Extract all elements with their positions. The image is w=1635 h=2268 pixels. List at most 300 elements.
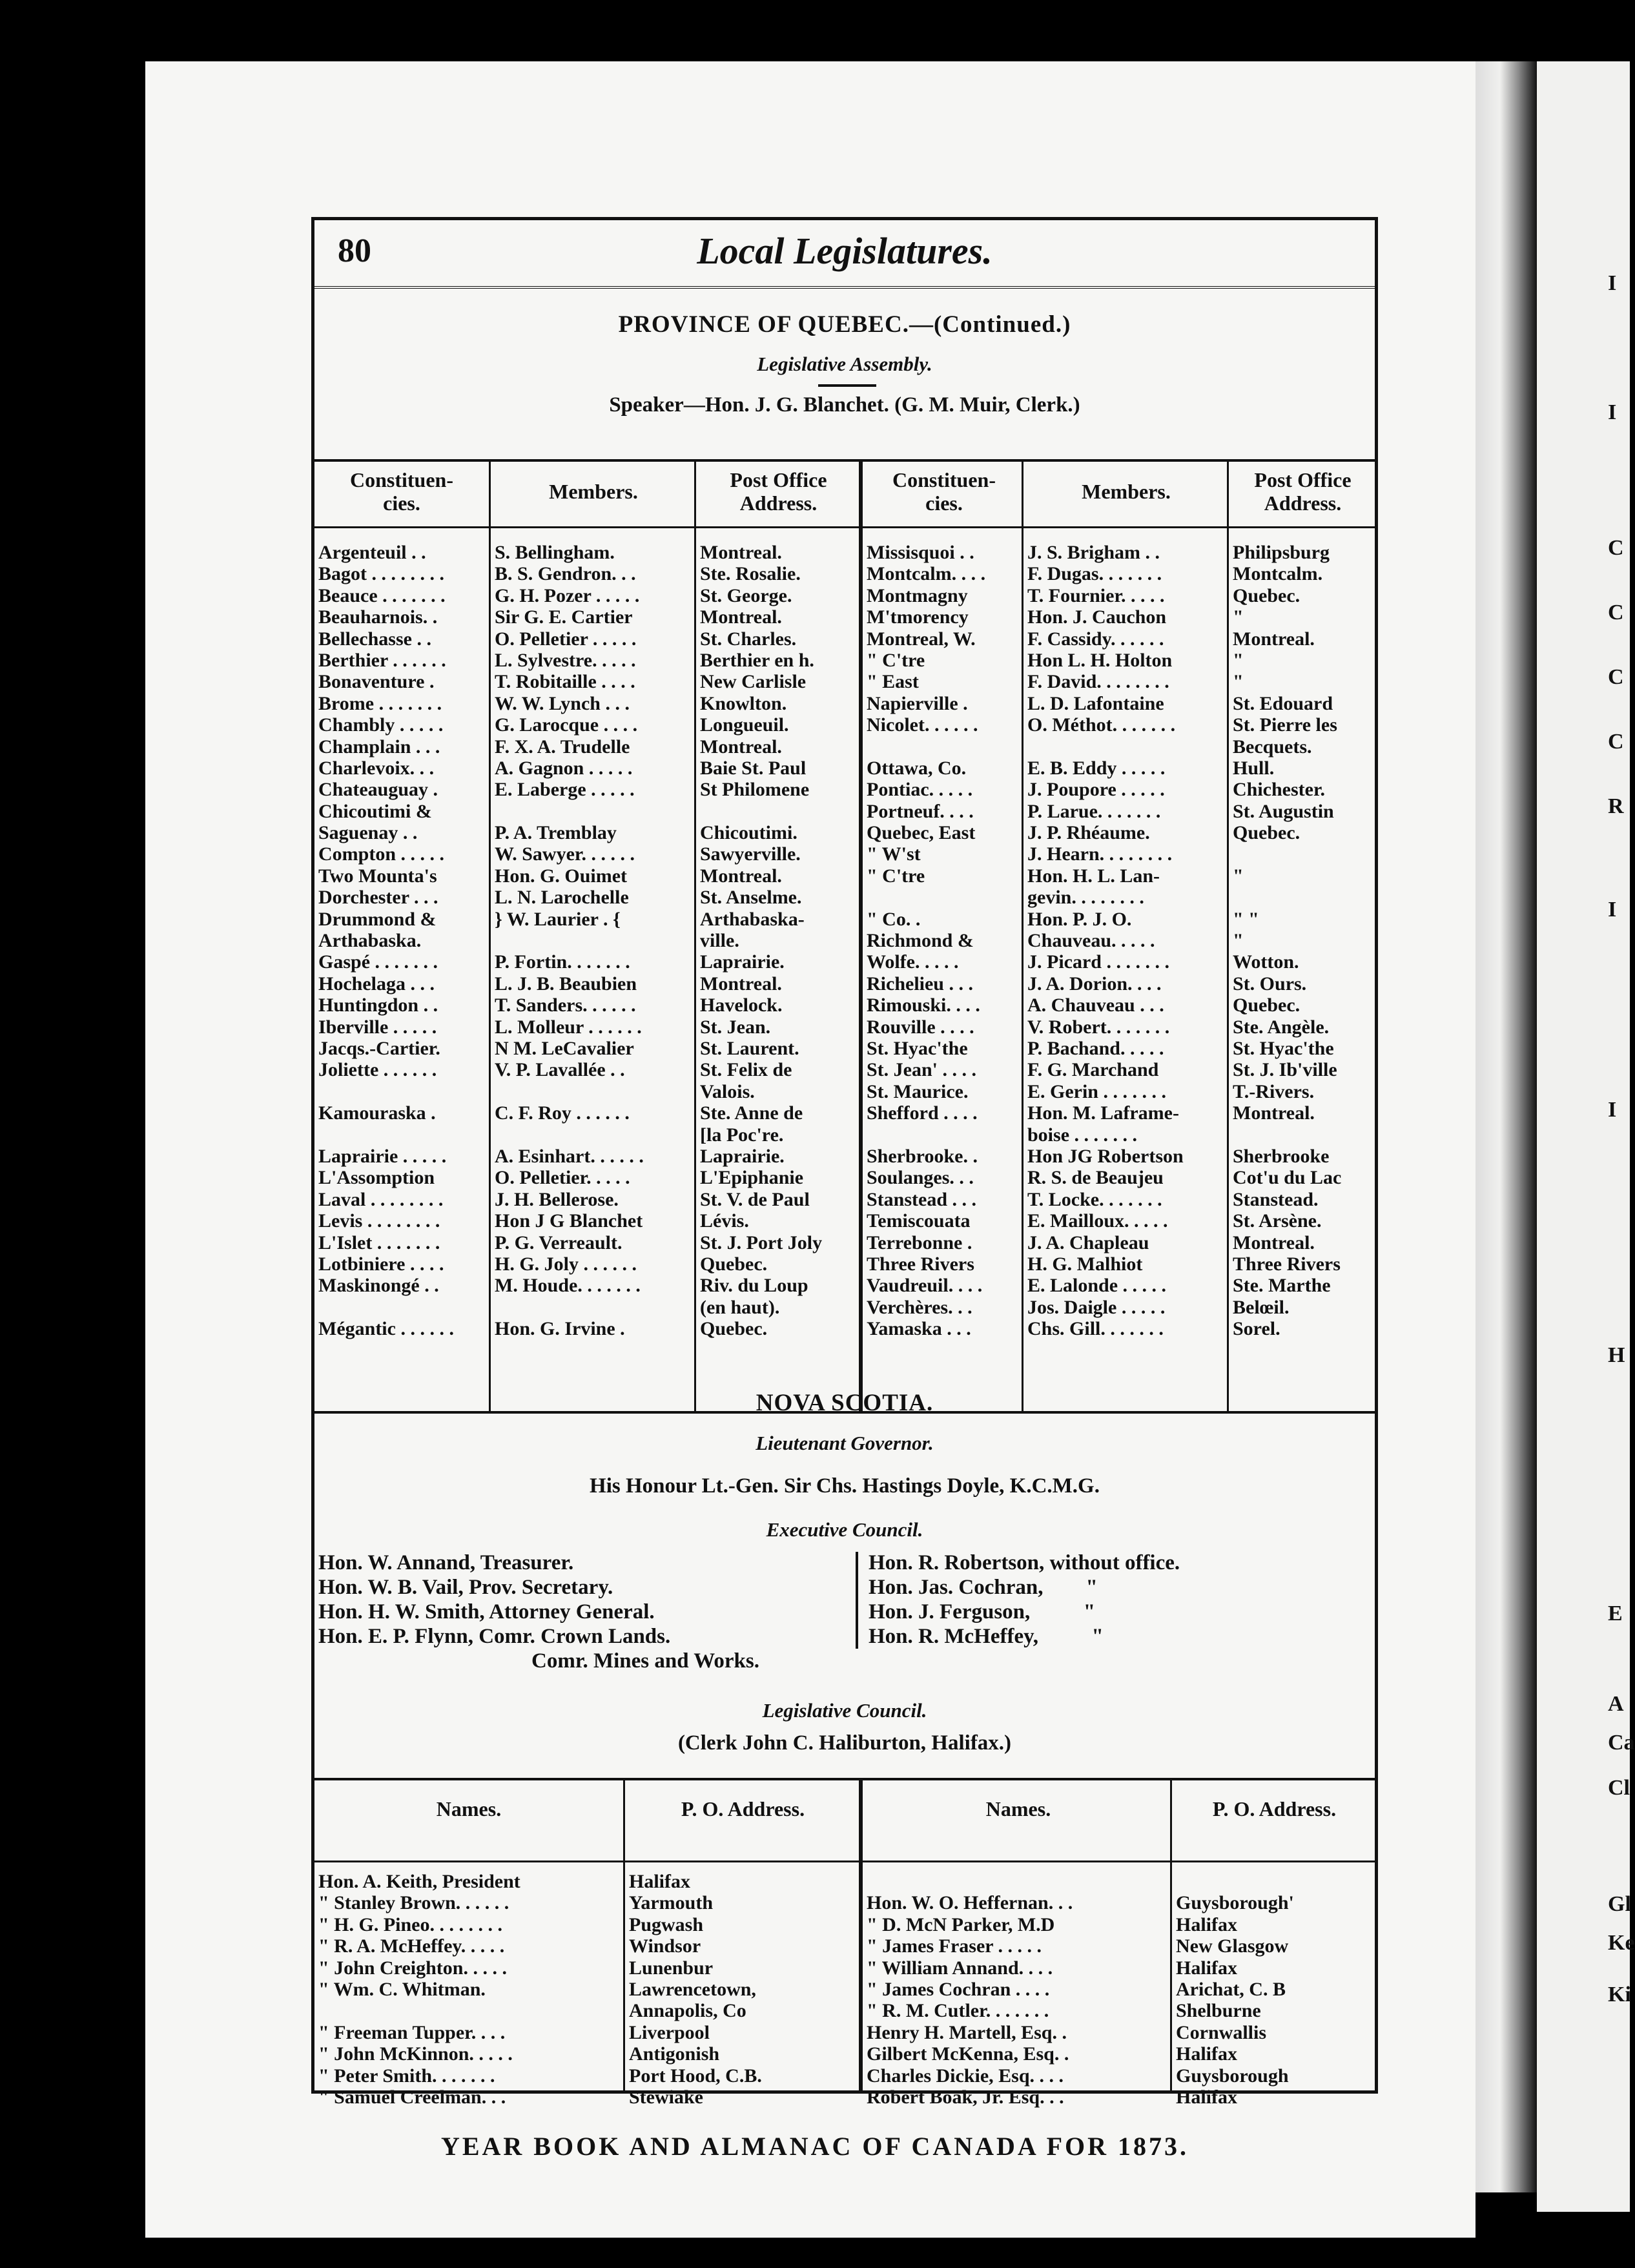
table-cell: Quebec. (700, 1253, 768, 1275)
table-cell: [la Poc're. (700, 1124, 784, 1146)
page-frame (311, 217, 1378, 2108)
table-cell: Soulanges. . . (867, 1167, 974, 1189)
table-cell: Halifax (1176, 2086, 1237, 2108)
table-cell: St. Pierre les (1233, 714, 1337, 736)
table-cell: Three Rivers (1233, 1253, 1341, 1275)
table-cell: Philipsburg (1233, 542, 1330, 563)
table-cell: Wotton. (1233, 951, 1299, 973)
table-cell: Quebec. (1233, 995, 1301, 1016)
table-cell: S. Bellingham. (495, 542, 615, 563)
header-constituencies: Constituen- cies. (349, 468, 453, 515)
header-names: Names. (436, 1797, 502, 1820)
table-cell: G. Larocque . . . . (495, 714, 638, 736)
table-cell: St. Ours. (1233, 973, 1307, 995)
table-cell: Quebec. (1233, 822, 1301, 844)
table-cell: C. F. Roy . . . . . . (495, 1102, 630, 1124)
table-cell: P. Fortin. . . . . . . (495, 951, 630, 973)
table-cell: " Freeman Tupper. . . . (318, 2021, 506, 2043)
table-cell: " W'st (867, 843, 921, 865)
table-cell: Longueuil. (700, 714, 789, 736)
table-cell: L'Islet . . . . . . . (318, 1232, 440, 1253)
table-cell: Hon. A. Keith, President (318, 1871, 520, 1892)
member-list-left (495, 542, 694, 1339)
table-cell: F. Cassidy. . . . . . (1027, 628, 1164, 650)
table-cell (318, 1124, 486, 1146)
table-cell (700, 801, 858, 822)
table-cell: E. Gerin . . . . . . . (1027, 1080, 1166, 1102)
table-cell: Montreal. (1233, 1102, 1315, 1124)
table-cell: J. A. Dorion. . . . (1027, 973, 1162, 995)
constituency-list-right (867, 542, 1023, 1339)
table-cell: Beauce . . . . . . . (318, 584, 446, 606)
table-cell: Stanstead. (1233, 1188, 1319, 1210)
table-cell: W. Sawyer. . . . . . (495, 843, 635, 865)
table-cell: Dorchester . . . (318, 887, 438, 909)
table-cell: Arthabaska. (318, 930, 422, 952)
table-cell: J. P. Rhéaume. (1027, 822, 1150, 844)
table-cell: " D. McN Parker, M.D (867, 1913, 1055, 1935)
table-cell: Vaudreuil. . . . (867, 1275, 983, 1297)
edge-letter: Ki (1608, 1983, 1631, 2006)
table-cell: Berthier en h. (700, 649, 814, 671)
table-cell: " Stanley Brown. . . . . . (318, 1892, 509, 1914)
col-names-right (859, 1780, 1174, 2108)
table-cell: Gilbert McKenna, Esq. . (867, 2043, 1069, 2065)
header-constituencies-right: Constituen- cies. (892, 468, 996, 515)
col-address-left (694, 462, 861, 1411)
table-cell: E. B. Eddy . . . . . (1027, 757, 1166, 779)
edge-letter: C (1608, 665, 1624, 689)
table-cell: Port Hood, C.B. (629, 2065, 762, 2087)
table-cell: Cot'u du Lac (1233, 1167, 1342, 1189)
address-list-right (1233, 542, 1374, 1339)
table-cell: Three Rivers (867, 1253, 974, 1275)
exec-member-continued: Comr. Mines and Works. (531, 1649, 759, 1673)
table-cell: L. D. Lafontaine (1027, 692, 1164, 714)
table-cell: P. Larue. . . . . . . (1027, 800, 1161, 822)
table-cell: Halifax (629, 1871, 690, 1892)
table-cell: " R. M. Cutler. . . . . . . (867, 2000, 1049, 2022)
table-cell: " R. A. McHeffey. . . . . (318, 1935, 505, 1957)
table-cell: Stewiake (629, 2086, 703, 2108)
table-cell: St. Maurice. (867, 1080, 969, 1102)
table-cell: Montreal. (700, 865, 782, 887)
table-cell: Chichester. (1233, 779, 1326, 801)
table-cell: J. Picard . . . . . . . (1027, 951, 1169, 973)
table-cell: " (1233, 671, 1244, 693)
table-cell: R. S. de Beaujeu (1027, 1167, 1164, 1189)
table-cell: Halifax (1176, 1913, 1237, 1935)
table-cell: St. Laurent. (700, 1037, 799, 1059)
legislative-council-table (314, 1778, 1375, 2108)
edge-letter: Ke (1608, 1931, 1635, 1955)
table-cell: Belœil. (1233, 1296, 1290, 1318)
table-cell: St Philomene (700, 779, 810, 801)
table-cell: Chateauguay . (318, 779, 438, 801)
table-cell: V. P. Lavallée . . (495, 1059, 625, 1081)
exec-member: Hon. H. W. Smith, Attorney General. (318, 1600, 655, 1624)
table-cell: Sawyerville. (700, 843, 801, 865)
table-cell: " (1233, 606, 1244, 628)
table-cell: St. V. de Paul (700, 1188, 810, 1210)
col-names-left (314, 1780, 623, 2108)
exec-member: Hon. R. Robertson, without office. (869, 1551, 1180, 1574)
lieutenant-governor-subheading: Lieutenant Governor. (756, 1432, 934, 1454)
table-cell: Hon. H. L. Lan- (1027, 865, 1160, 887)
table-cell: Charles Dickie, Esq. . . . (867, 2065, 1064, 2087)
edge-letter: A (1608, 1692, 1624, 1716)
address-list-left (700, 542, 858, 1339)
table-cell: Lotbiniere . . . . (318, 1253, 444, 1275)
table-cell: St. Augustin (1233, 800, 1334, 822)
table-cell: boise . . . . . . . (1027, 1124, 1138, 1146)
table-cell: Iberville . . . . . (318, 1016, 437, 1038)
table-cell: Montcalm. (1233, 563, 1323, 585)
table-cell: Montcalm. . . . (867, 563, 986, 585)
table-cell: J. Hearn. . . . . . . . (1027, 843, 1173, 865)
table-cell: H. G. Malhiot (1027, 1253, 1143, 1275)
table-cell: " Peter Smith. . . . . . . (318, 2065, 495, 2087)
edge-letter: Ca (1608, 1731, 1635, 1755)
table-cell: M'tmorency (867, 606, 969, 628)
table-cell: Antigonish (629, 2043, 720, 2065)
table-cell (495, 1297, 694, 1318)
table-cell: Rimouski. . . . (867, 995, 980, 1016)
table-cell: Shefford . . . . (867, 1102, 978, 1124)
table-cell: Compton . . . . . (318, 843, 445, 865)
header-post-office-right: Post Office Address. (1254, 468, 1352, 515)
table-cell: Knowlton. (700, 692, 787, 714)
table-cell: Robert Boak, Jr. Esq. . . (867, 2086, 1064, 2108)
table-cell (867, 736, 1023, 758)
table-cell: Montreal. (700, 606, 782, 628)
table-cell: Pontiac. . . . . (867, 779, 973, 801)
table-cell: L. J. B. Beaubien (495, 973, 637, 995)
table-cell: F. X. A. Trudelle (495, 736, 630, 758)
table-cell: N M. LeCavalier (495, 1037, 634, 1059)
table-cell: Hon. M. Laframe- (1027, 1102, 1179, 1124)
table-cell: (en haut). (700, 1296, 780, 1318)
table-cell: Annapolis, Co (629, 2000, 746, 2022)
exec-member: Hon. E. P. Flynn, Comr. Crown Lands. (318, 1625, 671, 1648)
col-members-left (489, 462, 696, 1411)
table-cell: Sorel. (1233, 1318, 1280, 1340)
table-cell: Richelieu . . . (867, 973, 973, 995)
table-cell: Lawrencetown, (629, 1978, 756, 2000)
table-cell: Jos. Daigle . . . . . (1027, 1296, 1166, 1318)
table-cell: Maskinongé . . (318, 1275, 439, 1297)
table-cell: Quebec, East (867, 822, 976, 844)
table-cell: Riv. du Loup (700, 1275, 808, 1297)
table-cell: Quebec. (1233, 584, 1301, 606)
table-cell (867, 1124, 1023, 1146)
table-cell: A. Esinhart. . . . . . (495, 1145, 644, 1167)
table-cell: Terrebonne . (867, 1232, 972, 1253)
table-cell: Montreal. (700, 736, 782, 758)
table-cell: Hon. P. J. O. (1027, 908, 1132, 930)
table-cell: Ste. Marthe (1233, 1275, 1331, 1297)
table-cell: Guysborough' (1176, 1892, 1294, 1914)
table-cell: " Wm. C. Whitman. (318, 1978, 486, 2000)
edge-letter: R (1608, 794, 1624, 818)
table-cell: Hochelaga . . . (318, 973, 435, 995)
table-cell: St. Arsène. (1233, 1210, 1322, 1232)
table-cell: " John Creighton. . . . . (318, 1957, 507, 1979)
table-cell: " (1233, 649, 1244, 671)
table-cell: Becquets. (1233, 736, 1312, 758)
table-cell: Chicoutimi. (700, 822, 797, 844)
table-cell: L. N. Larochelle (495, 887, 629, 909)
table-cell: E. Lalonde . . . . . (1027, 1275, 1167, 1297)
table-cell: Liverpool (629, 2021, 710, 2043)
table-cell: Jacqs.-Cartier. (318, 1037, 440, 1059)
table-cell (318, 1081, 486, 1102)
table-cell: F. G. Marchand (1027, 1059, 1159, 1081)
edge-letter: I (1608, 898, 1617, 922)
table-cell: } W. Laurier . { (495, 908, 621, 930)
table-cell: V. Robert. . . . . . . (1027, 1016, 1170, 1038)
col-constituencies-left (314, 462, 489, 1411)
table-cell: Joliette . . . . . . (318, 1059, 437, 1081)
table-cell: T.-Rivers. (1233, 1080, 1315, 1102)
quebec-heading: PROVINCE OF QUEBEC.—(Continued.) (618, 311, 1071, 338)
table-cell: Sherbrooke. . (867, 1145, 978, 1167)
table-cell: P. A. Tremblay (495, 822, 617, 844)
table-cell (318, 1297, 486, 1318)
table-cell (1233, 887, 1374, 908)
table-cell: Sir G. E. Cartier (495, 606, 633, 628)
table-cell: Gaspé . . . . . . . (318, 951, 438, 973)
table-cell: Laval . . . . . . . . (318, 1188, 444, 1210)
table-cell: " (1233, 930, 1244, 952)
table-cell: Berthier . . . . . . (318, 649, 446, 671)
table-cell: St. Anselme. (700, 887, 802, 909)
table-cell: Charlevoix. . . (318, 757, 435, 779)
table-cell: Hon J G Blanchet (495, 1210, 643, 1232)
table-cell: Laprairie. (700, 951, 785, 973)
table-cell: E. Mailloux. . . . . (1027, 1210, 1168, 1232)
table-cell: P. G. Verreault. (495, 1232, 622, 1253)
col-address-left-ns (623, 1780, 861, 2108)
member-list-right (1027, 542, 1226, 1339)
edge-letter: E (1608, 1602, 1623, 1625)
table-cell: Bonaventure . (318, 671, 435, 693)
header-po-address: P. O. Address. (681, 1797, 805, 1820)
table-cell: Chs. Gill. . . . . . . (1027, 1318, 1164, 1340)
table-cell: Montreal, W. (867, 628, 976, 650)
executive-council-left (318, 1551, 854, 1673)
header-post-office: Post Office Address. (730, 468, 827, 515)
executive-council-subheading: Executive Council. (766, 1518, 923, 1541)
page-footer: YEAR BOOK AND ALMANAC OF CANADA FOR 1873. (440, 2132, 1189, 2161)
table-cell: " H. G. Pineo. . . . . . . . (318, 1913, 502, 1935)
table-cell: Hon JG Robertson (1027, 1145, 1184, 1167)
header-members-right: Members. (1082, 480, 1171, 503)
table-cell: Stanstead . . . (867, 1188, 977, 1210)
table-cell: Halifax (1176, 1957, 1237, 1979)
table-cell: Chambly . . . . . (318, 714, 444, 736)
exec-member: Hon. Jas. Cochran, " (869, 1576, 1098, 1599)
page-header (314, 220, 1375, 289)
table-cell: Ste. Angèle. (1233, 1016, 1330, 1038)
table-cell: " James Fraser . . . . . (867, 1935, 1042, 1957)
table-cell: Arichat, C. B (1176, 1978, 1286, 2000)
table-cell: " East (867, 671, 919, 693)
table-cell: St. Hyac'the (867, 1037, 968, 1059)
table-cell: St. Charles. (700, 628, 797, 650)
executive-council-right (869, 1551, 1372, 1649)
table-cell: Champlain . . . (318, 736, 440, 758)
table-cell: St. J. Ib'ville (1233, 1059, 1337, 1081)
table-cell: J. S. Brigham . . (1027, 542, 1160, 563)
table-cell: Missisquoi . . (867, 542, 974, 563)
table-cell (495, 801, 694, 822)
table-cell: gevin. . . . . . . . (1027, 887, 1144, 909)
table-cell (1233, 1124, 1374, 1146)
short-rule (818, 384, 876, 387)
table-cell: St. George. (700, 584, 792, 606)
table-cell: Havelock. (700, 995, 783, 1016)
table-cell: Montreal. (1233, 1232, 1315, 1253)
table-cell: Arthabaska- (700, 908, 805, 930)
table-cell: Yarmouth (629, 1892, 714, 1914)
table-cell: Wolfe. . . . . (867, 951, 959, 973)
adjacent-page-strip (1537, 61, 1630, 2212)
table-cell: Henry H. Martell, Esq. . (867, 2021, 1067, 2043)
table-cell: Hon L. H. Holton (1027, 649, 1173, 671)
table-cell: A. Gagnon . . . . . (495, 757, 633, 779)
table-cell: " John McKinnon. . . . . (318, 2043, 513, 2065)
table-cell: Ste. Rosalie. (700, 563, 801, 585)
header-members: Members. (549, 480, 638, 503)
table-cell: L. Sylvestre. . . . . (495, 649, 636, 671)
exec-member: Hon. J. Ferguson, " (869, 1600, 1096, 1624)
table-cell: Huntingdon . . (318, 995, 438, 1016)
table-cell: Valois. (700, 1080, 755, 1102)
exec-divider (856, 1552, 858, 1649)
table-cell: " James Cochran . . . . (867, 1978, 1050, 2000)
table-cell: Montreal. (1233, 628, 1315, 650)
edge-letter: I (1608, 400, 1617, 424)
legislative-council-subheading: Legislative Council. (762, 1699, 927, 1722)
table-cell: Hon. G. Irvine . (495, 1318, 625, 1340)
table-cell: Sherbrooke (1233, 1145, 1330, 1167)
table-cell: O. Méthot. . . . . . . (1027, 714, 1176, 736)
table-cell: Mégantic . . . . . . (318, 1318, 454, 1340)
col-constituencies-right (859, 462, 1025, 1411)
table-cell: Shelburne (1176, 2000, 1261, 2022)
table-cell: St. Edouard (1233, 692, 1333, 714)
table-cell: Brome . . . . . . . (318, 692, 442, 714)
table-cell: Chauveau. . . . . (1027, 930, 1155, 952)
table-cell: H. G. Joly . . . . . . (495, 1253, 637, 1275)
table-cell: A. Chauveau . . . (1027, 995, 1164, 1016)
table-cell: T. Sanders. . . . . . (495, 995, 636, 1016)
table-cell: Drummond & (318, 908, 437, 930)
table-cell: O. Pelletier. . . . . (495, 1167, 630, 1189)
table-cell (1233, 843, 1374, 865)
table-cell (867, 887, 1023, 908)
header-names-right: Names. (985, 1797, 1051, 1820)
table-cell: ville. (700, 930, 739, 952)
table-cell: Laprairie. (700, 1145, 785, 1167)
table-cell: E. Laberge . . . . . (495, 779, 635, 801)
page-number: 80 (338, 232, 371, 269)
table-cell: Hon. W. O. Heffernan. . . (867, 1892, 1073, 1914)
table-cell: St. J. Port Joly (700, 1232, 823, 1253)
edge-letter: I (1608, 1098, 1617, 1122)
table-cell: New Glasgow (1176, 1935, 1289, 1957)
table-cell: St. Felix de (700, 1059, 792, 1081)
table-cell: Verchères. . . (867, 1296, 972, 1318)
edge-letter: H (1608, 1343, 1625, 1367)
table-cell: Rouville . . . . (867, 1016, 974, 1038)
table-cell (318, 2000, 621, 2021)
table-cell (495, 1081, 694, 1102)
table-cell: T. Robitaille . . . . (495, 671, 635, 693)
page-fold-shadow (1476, 61, 1537, 2192)
col-address-right (1227, 462, 1377, 1411)
table-cell: Napierville . (867, 692, 968, 714)
table-cell: Ottawa, Co. (867, 757, 967, 779)
table-cell: J. A. Chapleau (1027, 1232, 1149, 1253)
table-cell: Montmagny (867, 584, 968, 606)
table-cell: Two Mounta's (318, 865, 437, 887)
table-cell: St. Hyac'the (1233, 1037, 1334, 1059)
table-cell: Ste. Anne de (700, 1102, 803, 1124)
table-cell: L'Epiphanie (700, 1167, 804, 1189)
council-names-right (867, 1871, 1171, 2108)
table-cell: J. H. Bellerose. (495, 1188, 619, 1210)
governor-line: His Honour Lt.-Gen. Sir Chs. Hastings Doyle, K.C.M.G. (590, 1474, 1100, 1498)
table-cell (1176, 1871, 1374, 1892)
council-addresses-right (1176, 1871, 1374, 2108)
table-cell: Hon. J. Cauchon (1027, 606, 1167, 628)
table-cell: G. H. Pozer . . . . . (495, 584, 640, 606)
edge-letter: C (1608, 536, 1624, 560)
exec-member: Hon. W. Annand, Treasurer. (318, 1551, 574, 1574)
table-cell: New Carlisle (700, 671, 807, 693)
table-cell: Laprairie . . . . . (318, 1145, 447, 1167)
table-cell: Temiscouata (867, 1210, 971, 1232)
table-cell: Chicoutimi & (318, 800, 432, 822)
table-cell: P. Bachand. . . . . (1027, 1037, 1164, 1059)
table-cell: Yamaska . . . (867, 1318, 971, 1340)
table-cell: Hon. G. Ouimet (495, 865, 628, 887)
table-cell: Saguenay . . (318, 822, 418, 844)
table-cell: O. Pelletier . . . . . (495, 628, 637, 650)
table-cell: " Co. . (867, 908, 921, 930)
table-cell: Nicolet. . . . . . (867, 714, 978, 736)
edge-letter: C (1608, 601, 1624, 624)
table-cell: Bagot . . . . . . . . (318, 563, 444, 585)
nova-scotia-heading: NOVA SCOTIA. (756, 1390, 934, 1416)
exec-member: Hon. R. McHeffey, " (869, 1625, 1104, 1648)
table-cell (867, 1871, 1171, 1892)
table-cell: Montreal. (700, 542, 782, 563)
edge-letter: Cl (1608, 1776, 1630, 1800)
table-cell: L. Molleur . . . . . . (495, 1016, 642, 1038)
table-cell: F. Dugas. . . . . . . (1027, 563, 1162, 585)
table-cell: W. W. Lynch . . . (495, 692, 630, 714)
page-title: Local Legislatures. (697, 230, 992, 272)
table-cell: " William Annand. . . . (867, 1957, 1053, 1979)
table-cell: Portneuf. . . . (867, 800, 974, 822)
table-cell: Windsor (629, 1935, 701, 1957)
table-cell (495, 930, 694, 951)
council-names-left (318, 1871, 621, 2108)
table-cell: Hull. (1233, 757, 1275, 779)
